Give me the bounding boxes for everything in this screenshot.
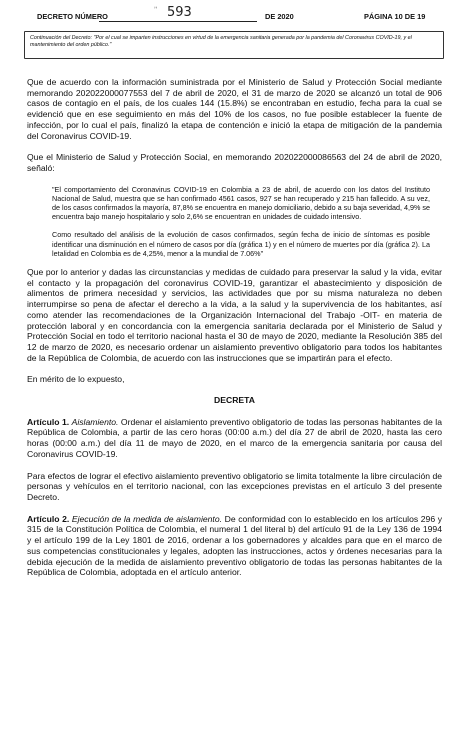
paragraph-merit: En mérito de lo expuesto,: [27, 374, 125, 385]
decree-mark: ʼʼ: [154, 6, 158, 15]
decree-number: 593: [167, 5, 192, 20]
article-2-title: Ejecución de la medida de aislamiento.: [71, 513, 222, 524]
article-1-label: Artículo 1.: [27, 416, 70, 427]
page-header: [0, 5, 468, 25]
page-number: PÁGINA 10 DE 19: [364, 12, 426, 21]
article-1-title: Aislamiento.: [71, 416, 119, 427]
continuation-box: [24, 31, 444, 59]
paragraph-circulation: Para efectos de lograr el efectivo aislamiento preventivo obligatorio se limita totalmente la libre circulación de personas y vehículos en el territorio nacional, con las excepciones previstas en el artículo 3 del presente Decreto.: [27, 470, 442, 502]
article-1: [27, 417, 442, 460]
document-body: [27, 77, 442, 578]
continuation-text: Continuación del Decreto: "Por el cual se imparten instrucciones en virtud de la emergencia sanitaria generada por la pandemia del Coronavirus COVID-19, y el mantenimiento del orden público.": [30, 35, 412, 48]
article-2: [27, 514, 442, 578]
decree-year: DE 2020: [265, 12, 294, 21]
decree-number-line: [99, 21, 257, 22]
article-2-label: Artículo 2.: [27, 513, 70, 524]
quote-paragraph-2: Como resultado del análisis de la evolución de casos confirmados, según fecha de inicio de síntomas es posible identificar una disminución en el número de casos por día (gráfica 1) y en el número de muertes por día (gráfica 2). La letalidad en Colombia es de 4,25%, menor a la mundial de 7.06%": [52, 230, 430, 258]
paragraph-considerations: Que por lo anterior y dadas las circunstancias y medidas de cuidado para preservar la salud y la vida, evitar el contacto y la propagación del coronavirus COVID-19, garantizar el abastecimiento y disposición de alimentos de primera necesidad y servicios, las actividades que por su misma naturaleza no deben interrumpirse so pena de afectar el derecho a la vida, a la salud y la supervivencia de los habitantes, así como atender las recomendaciones de la Organización Internacional del Trabajo -OIT- en materia de protección laboral y en concordancia con la emergencia sanitaria declarada por el Ministerio de Salud y Protección Social en todo el territorio nacional hasta el 30 de mayo de 2020, mediante la Resolución 385 del 12 de marzo de 2020, es necesario ordenar un aislamiento preventivo obligatorio para todos los habitantes de la República de Colombia, de acuerdo con las instrucciones que se impartirán para el efecto.: [27, 267, 442, 363]
decree-label: DECRETO NÚMERO: [37, 12, 108, 21]
paragraph-context: Que de acuerdo con la información suministrada por el Ministerio de Salud y Protección Social mediante memorando 202022000077553 del 7 de abril de 2020, el 31 de marzo de 2020 se alcanzó un total de 906 casos de contagio en el país, de los cuales 144 (15.8%) se encontraban en estudio, fecha para la cual se evidenció que en ese seguimiento en más del 10% de los casos, no fue posible establecer la fuente de infección, por lo cual el país, finalizó la etapa de contención e inició la etapa de mitigación de la pandemia del Coronavirus COVID-19.: [27, 77, 442, 141]
paragraph-memo: Que el Ministerio de Salud y Protección Social, en memorando 202022000086563 del 24 de abril de 2020, señaló:: [27, 152, 442, 173]
article-2-text: De conformidad con lo establecido en los artículos 296 y 315 de la Constitución Política de Colombia, el numeral 1 del literal b) del artículo 91 de la Ley 136 de 1994 y el artículo 199 de la Ley 1801 de 2016, ordenar a los gobernadores y alcaldes para que en el marco de sus competencias constitucionales y legales, adopten las instrucciones, actos y órdenes necesarias para la debida ejecución de la medida de aislamiento preventivo obligatorio de todas las personas habitantes de la República de Colombia, adoptada en el artículo anterior.: [27, 513, 442, 578]
decreta-heading: DECRETA: [214, 395, 255, 406]
article-1-text: Ordenar el aislamiento preventivo obligatorio de todas las personas habitantes de la República de Colombia, a partir de las cero horas (00:00 a.m.) del día 27 de abril de 2020, hasta las cero horas (00:00 a.m.) del día 11 de mayo de 2020, en el marco de la emergencia sanitaria por causa del Coronavirus COVID-19.: [27, 416, 443, 459]
quote-paragraph-1: "El comportamiento del Coronavirus COVID-19 en Colombia a 23 de abril, de acuerdo con los datos del Instituto Nacional de Salud, muestra que se han confirmado 4561 casos, 927 se han recuperado y 215 han fallecido. A su vez, de los casos confirmados la mayoría, 87,8% se encuentra en manejo domiciliario, debido a su baja severidad, 4,9% se encuentra bajo manejo hospitalario y solo 2,6% se encuentran en unidades de cuidado intensivo.: [52, 184, 430, 222]
